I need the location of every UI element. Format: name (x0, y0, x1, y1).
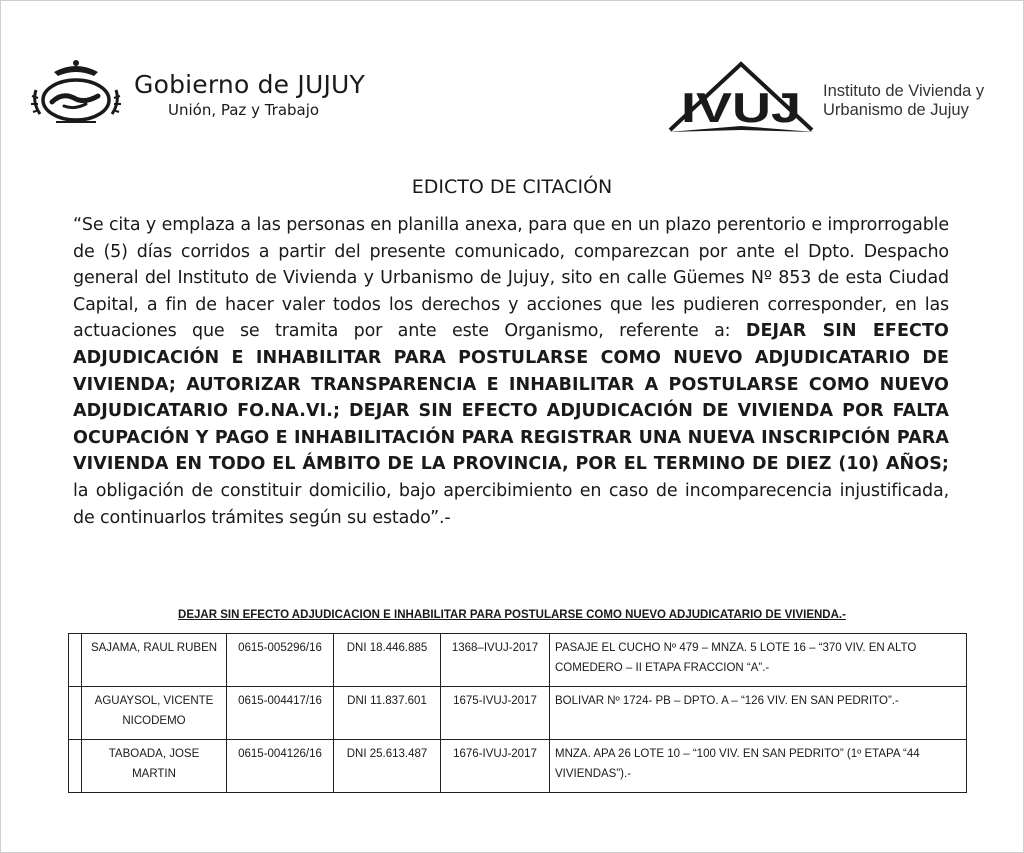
paragraph-bold: DEJAR SIN EFECTO ADJUDICACIÓN E INHABILITAR PARA POSTULARSE COMO NUEVO ADJUDICATARIO DE VIVIENDA; AUTORIZAR TRANSPARENCIA E INHABILITAR A POSTULARSE COMO NUEVO ADJUDICATARIO FO.NA.VI.; DEJAR SIN EFECTO ADJUDICACIÓN DE VIVIENDA POR FALTA OCUPACIÓN Y PAGO E INHABILITACIÓN PARA REGISTRAR UNA NUEVA INSCRIPCIÓN PARA VIVIENDA EN TODO EL ÁMBITO DE LA PROVINCIA, POR EL TERMINO DE DIEZ (10) AÑOS; (73, 321, 949, 475)
ivuj-name-line2: Urbanismo de Jujuy (823, 101, 969, 119)
name-cell: AGUAYSOL, VICENTE NICODEMO (82, 687, 227, 740)
ivuj-full-name (823, 82, 984, 120)
table-row (69, 634, 967, 687)
name-cell: TABOADA, JOSE MARTIN (82, 740, 227, 793)
resolucion-cell: 1368–IVUJ-2017 (441, 634, 550, 687)
expediente-cell: 0615-004417/16 (227, 687, 334, 740)
index-cell (69, 740, 82, 793)
ivuj-name-line1: Instituto de Vivienda y (823, 82, 985, 100)
gobierno-handshake-logo (28, 58, 124, 128)
index-cell (69, 687, 82, 740)
ivuj-acronym: IVUJ (681, 84, 801, 131)
persons-table (68, 633, 967, 793)
domicilio-cell: PASAJE EL CUCHO Nº 479 – MNZA. 5 LOTE 16 – “370 VIV. EN ALTO COMEDERO – II ETAPA FRACCION “A”.- (550, 634, 967, 687)
expediente-cell: 0615-005296/16 (227, 634, 334, 687)
dni-cell: DNI 11.837.601 (334, 687, 441, 740)
resolucion-cell: 1676-IVUJ-2017 (441, 740, 550, 793)
paragraph-part2: la obligación de constituir domicilio, bajo apercibimiento en caso de incomparecencia injustificada, de continuarlos trámites según su estado”.- (73, 480, 949, 528)
name-cell: SAJAMA, RAUL RUBEN (82, 634, 227, 687)
document-title: EDICTO DE CITACIÓN (411, 176, 613, 198)
dni-cell: DNI 18.446.885 (334, 634, 441, 687)
table-row (69, 687, 967, 740)
resolucion-cell: 1675-IVUJ-2017 (441, 687, 550, 740)
paragraph-part1: “Se cita y emplaza a las personas en planilla anexa, para que en un plazo perentorio e improrrogable de (5) días corridos a partir del presente comunicado, comparezcan por ante el Dpto. Despacho general del Instituto de Vivienda y Urbanismo de Jujuy, sito en calle Güemes Nº 853 de esta Ciudad Capital, a fin de hacer valer todos los derechos y acciones que les pudieren corresponder, en las actuaciones que se tramita por ante este Organismo, referente a: (73, 215, 949, 342)
domicilio-cell: MNZA. APA 26 LOTE 10 – “100 VIV. EN SAN PEDRITO” (1º ETAPA “44 VIVIENDAS”).- (550, 740, 967, 793)
domicilio-cell: BOLIVAR Nº 1724- PB – DPTO. A – “126 VIV. EN SAN PEDRITO”.- (550, 687, 967, 740)
table-heading: DEJAR SIN EFECTO ADJUDICACION E INHABILITAR PARA POSTULARSE COMO NUEVO ADJUDICATARIO DE VIVIENDA.- (178, 609, 846, 621)
gobierno-title: Gobierno de JUJUY (134, 70, 366, 99)
gobierno-subtitle: Unión, Paz y Trabajo (168, 101, 320, 119)
dni-cell: DNI 25.613.487 (334, 740, 441, 793)
table-row (69, 740, 967, 793)
index-cell (69, 634, 82, 687)
expediente-cell: 0615-004126/16 (227, 740, 334, 793)
ivuj-house-logo (666, 60, 816, 138)
citation-paragraph (73, 212, 949, 531)
